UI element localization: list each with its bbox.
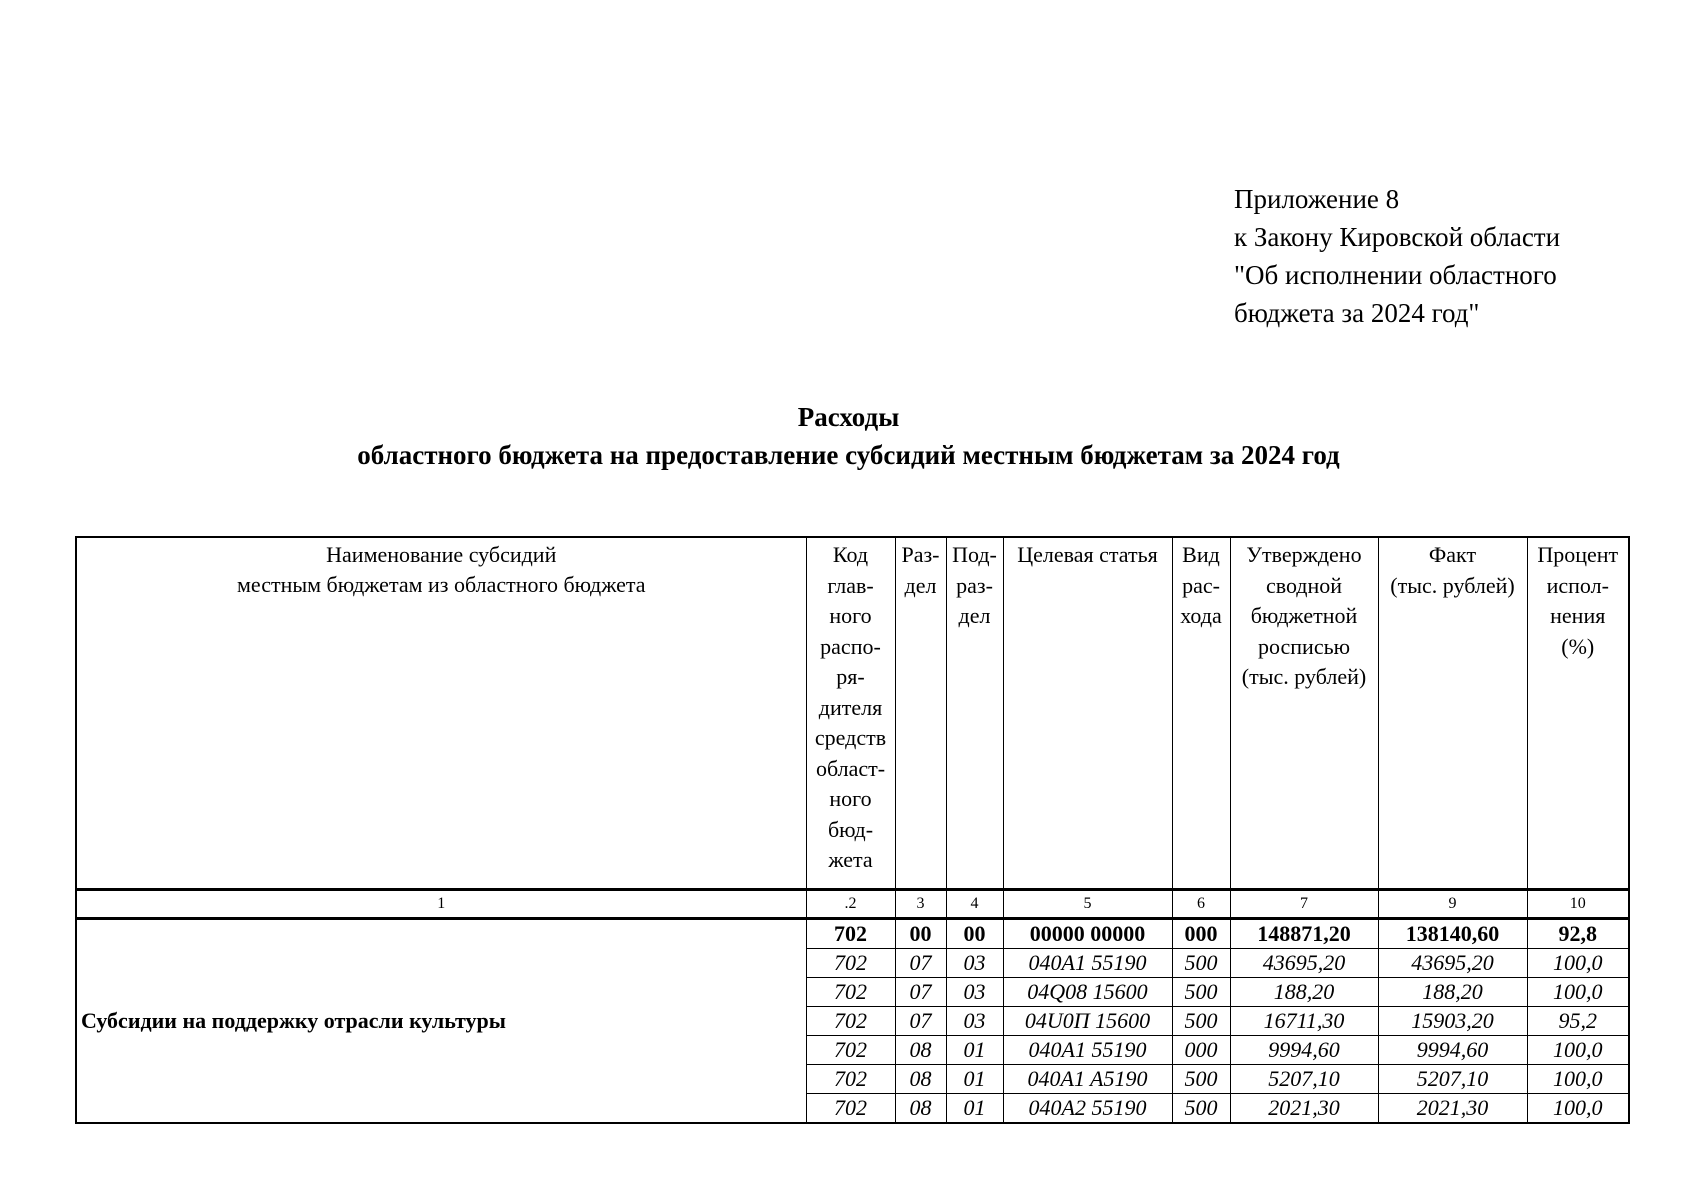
cell-section: 08 — [895, 1036, 946, 1065]
cell-subsection: 03 — [946, 978, 1003, 1007]
header-line: Целевая статья — [1017, 542, 1158, 567]
header-line: Процент — [1537, 542, 1619, 567]
header-approved — [1230, 537, 1378, 890]
cell-target: 040A2 55190 — [1003, 1094, 1172, 1124]
column-number: 6 — [1172, 890, 1230, 919]
header-line: жета — [828, 847, 873, 872]
appendix-line-2: к Закону Кировской области — [1234, 222, 1561, 252]
column-number: 1 — [76, 890, 806, 919]
table-row-total — [76, 919, 1629, 949]
cell-approved: 148871,20 — [1230, 919, 1378, 949]
header-line: раз- — [956, 572, 993, 598]
cell-fact: 15903,20 — [1378, 1007, 1527, 1036]
cell-approved: 9994,60 — [1230, 1036, 1378, 1065]
column-number-row — [76, 890, 1629, 919]
header-line: рас- — [1182, 572, 1220, 598]
cell-section: 07 — [895, 949, 946, 978]
cell-percent: 100,0 — [1527, 1065, 1629, 1094]
cell-section: 00 — [895, 919, 946, 949]
header-line: област- — [815, 755, 886, 781]
header-fact — [1378, 537, 1527, 890]
cell-code: 702 — [806, 1007, 895, 1036]
cell-section: 08 — [895, 1094, 946, 1124]
header-line: дел — [958, 603, 991, 628]
cell-target: 04U0П 15600 — [1003, 1007, 1172, 1036]
cell-fact: 43695,20 — [1378, 949, 1527, 978]
header-name — [76, 537, 806, 890]
header-line: Наименование субсидий — [326, 542, 557, 567]
cell-approved: 43695,20 — [1230, 949, 1378, 978]
header-line: испол- — [1546, 572, 1609, 598]
cell-approved: 5207,10 — [1230, 1065, 1378, 1094]
cell-fact: 9994,60 — [1378, 1036, 1527, 1065]
cell-kind: 500 — [1172, 949, 1230, 978]
cell-fact: 138140,60 — [1378, 919, 1527, 949]
header-line: глав- — [827, 572, 874, 598]
cell-kind: 500 — [1172, 1065, 1230, 1094]
cell-percent: 100,0 — [1527, 1036, 1629, 1065]
header-line: Вид — [1182, 542, 1220, 567]
column-number: 3 — [895, 890, 946, 919]
header-line: ного — [829, 603, 872, 628]
column-number: 5 — [1003, 890, 1172, 919]
header-line: (%) — [1561, 633, 1595, 659]
cell-target: 00000 00000 — [1003, 919, 1172, 949]
cell-kind: 500 — [1172, 1094, 1230, 1124]
cell-code: 702 — [806, 949, 895, 978]
cell-percent: 100,0 — [1527, 949, 1629, 978]
cell-target: 040A1 55190 — [1003, 949, 1172, 978]
header-line: нения — [1550, 603, 1606, 628]
header-line: Утверждено — [1246, 542, 1362, 567]
appendix-line-1: Приложение 8 — [1234, 184, 1400, 214]
cell-percent: 100,0 — [1527, 978, 1629, 1007]
header-line: местным бюджетам из областного бюджета — [236, 572, 646, 597]
header-line: Факт — [1428, 542, 1477, 567]
header-line: росписью — [1257, 633, 1351, 659]
cell-subsection: 01 — [946, 1036, 1003, 1065]
cell-subsection: 03 — [946, 1007, 1003, 1036]
header-line: ного — [829, 786, 872, 811]
cell-target: 040A1 A5190 — [1003, 1065, 1172, 1094]
column-number: 9 — [1378, 890, 1527, 919]
cell-code: 702 — [806, 1036, 895, 1065]
header-line: сводной — [1265, 572, 1343, 598]
column-number: 4 — [946, 890, 1003, 919]
header-row — [76, 537, 1629, 890]
cell-fact: 2021,30 — [1378, 1094, 1527, 1124]
subsidy-name: Субсидии на поддержку отрасли культуры — [76, 919, 806, 1124]
header-line: средств — [814, 725, 887, 750]
header-section — [895, 537, 946, 890]
cell-section: 07 — [895, 978, 946, 1007]
document-title — [76, 398, 1621, 474]
header-target — [1003, 537, 1172, 890]
cell-fact: 188,20 — [1378, 978, 1527, 1007]
cell-percent: 100,0 — [1527, 1094, 1629, 1124]
cell-subsection: 03 — [946, 949, 1003, 978]
cell-kind: 000 — [1172, 1036, 1230, 1065]
subsidies-table — [75, 536, 1630, 1124]
title-line-1: Расходы — [797, 402, 900, 432]
cell-subsection: 01 — [946, 1094, 1003, 1124]
header-line: Под- — [952, 542, 997, 567]
header-line: Раз- — [901, 542, 940, 567]
cell-approved: 16711,30 — [1230, 1007, 1378, 1036]
header-line: ря- — [836, 664, 865, 689]
cell-approved: 2021,30 — [1230, 1094, 1378, 1124]
header-line: дителя — [818, 694, 883, 720]
appendix-line-4: бюджета за 2024 год" — [1234, 298, 1480, 328]
cell-code: 702 — [806, 978, 895, 1007]
cell-kind: 000 — [1172, 919, 1230, 949]
header-line: (тыс. рублей) — [1241, 664, 1367, 689]
title-line-2: областного бюджета на предоставление субсидий местным бюджетам за 2024 год — [357, 440, 1340, 470]
cell-code: 702 — [806, 1094, 895, 1124]
cell-fact: 5207,10 — [1378, 1065, 1527, 1094]
cell-approved: 188,20 — [1230, 978, 1378, 1007]
header-line: Код — [832, 542, 869, 567]
header-kind — [1172, 537, 1230, 890]
cell-subsection: 00 — [946, 919, 1003, 949]
appendix-note — [1234, 180, 1560, 332]
cell-percent: 92,8 — [1527, 919, 1629, 949]
column-number: .2 — [806, 890, 895, 919]
header-line: бюджетной — [1250, 603, 1358, 628]
cell-section: 08 — [895, 1065, 946, 1094]
header-line: распо- — [820, 633, 881, 659]
header-percent — [1527, 537, 1629, 890]
cell-code: 702 — [806, 919, 895, 949]
cell-code: 702 — [806, 1065, 895, 1094]
cell-section: 07 — [895, 1007, 946, 1036]
header-line: хода — [1180, 603, 1222, 628]
header-line: (тыс. рублей) — [1390, 572, 1515, 598]
header-subsection — [946, 537, 1003, 890]
cell-percent: 95,2 — [1527, 1007, 1629, 1036]
cell-target: 040A1 55190 — [1003, 1036, 1172, 1065]
column-number: 7 — [1230, 890, 1378, 919]
header-line: бюд- — [827, 816, 874, 842]
header-line: дел — [904, 572, 937, 598]
cell-kind: 500 — [1172, 978, 1230, 1007]
appendix-line-3: "Об исполнении областного — [1234, 260, 1557, 290]
cell-kind: 500 — [1172, 1007, 1230, 1036]
header-code — [806, 537, 895, 890]
cell-target: 04Q08 15600 — [1003, 978, 1172, 1007]
column-number: 10 — [1527, 890, 1629, 919]
cell-subsection: 01 — [946, 1065, 1003, 1094]
